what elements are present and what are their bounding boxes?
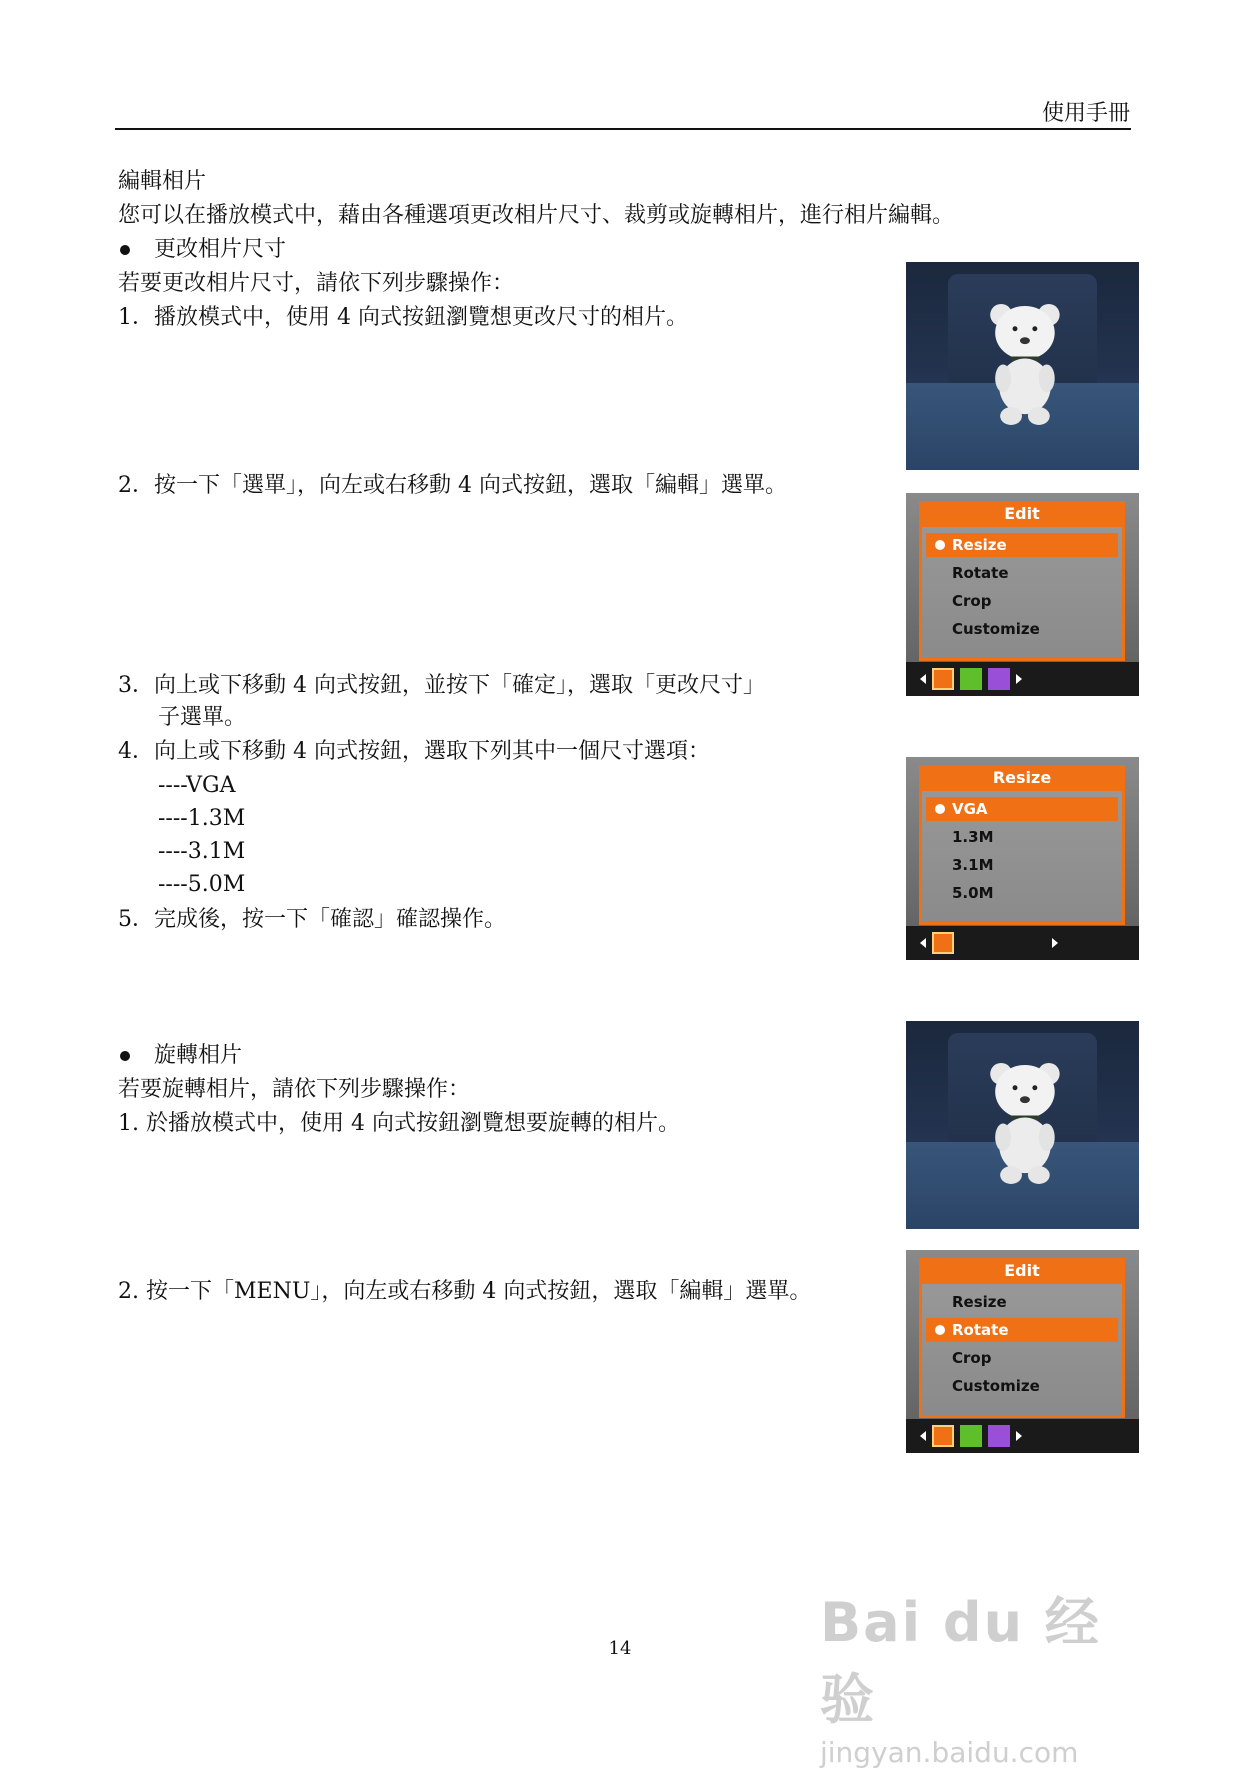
resize-step-2: 2．按一下「選單」，向左或右移動 4 向式按鈕，選取「編輯」選單。 [118, 473, 787, 498]
resize-option-1-3m: ----1.3M [158, 806, 246, 831]
edit-tab-icon[interactable] [932, 1425, 954, 1447]
print-tab-icon[interactable] [960, 668, 982, 690]
resize-option-5-0m: ----5.0M [158, 872, 246, 897]
bullet-dot [120, 245, 130, 255]
menu-title: Resize [919, 765, 1125, 791]
teddy-bear-image [983, 1058, 1067, 1187]
teddy-bear-photo [906, 262, 1139, 470]
edit-menu-screen-resize [906, 493, 1139, 696]
bullet-rotate-label: 旋轉相片 [154, 1043, 243, 1068]
section-intro: 您可以在播放模式中，藉由各種選項更改相片尺寸、裁剪或旋轉相片，進行相片編輯。 [118, 203, 955, 228]
resize-lead: 若要更改相片尺寸，請依下列步驟操作： [118, 271, 515, 296]
menu-item-customize[interactable]: Customize [952, 1377, 1040, 1395]
menu-item-crop[interactable]: Crop [952, 1349, 992, 1367]
resize-option-vga: ----VGA [158, 773, 236, 798]
resize-menu-screen [906, 757, 1139, 960]
menu-item-1-3m[interactable]: 1.3M [952, 828, 994, 846]
watermark-main: Bai du 经验 [820, 1591, 1101, 1731]
menu-item-crop[interactable]: Crop [952, 592, 992, 610]
bullet-resize-label: 更改相片尺寸 [154, 237, 287, 262]
bullet-rotate [120, 1040, 242, 1072]
menu-item-resize[interactable]: Resize [926, 533, 1118, 557]
section-title: 編輯相片 [118, 169, 207, 194]
header-rule [115, 128, 1131, 130]
resize-option-3-1m: ----3.1M [158, 839, 246, 864]
rotate-lead: 若要旋轉相片，請依下列步驟操作： [118, 1077, 471, 1102]
menu-item-3-1m[interactable]: 3.1M [952, 856, 994, 874]
resize-step-5: 5．完成後，按一下「確認」確認操作。 [118, 907, 506, 932]
menu-item-customize[interactable]: Customize [952, 620, 1040, 638]
resize-step-1: 1．播放模式中，使用 4 向式按鈕瀏覽想更改尺寸的相片。 [118, 305, 688, 330]
rotate-step-1: 1. 於播放模式中，使用 4 向式按鈕瀏覽想要旋轉的相片。 [118, 1111, 680, 1136]
right-arrow-icon[interactable] [1016, 1431, 1022, 1441]
resize-step-4: 4．向上或下移動 4 向式按鈕，選取下列其中一個尺寸選項： [118, 739, 710, 764]
resize-step-3: 3．向上或下移動 4 向式按鈕，並按下「確定」，選取「更改尺寸」 [118, 673, 765, 698]
bullet-resize [120, 234, 286, 266]
left-arrow-icon[interactable] [920, 938, 926, 948]
menu-title: Edit [919, 1258, 1125, 1284]
baidu-watermark [820, 1580, 1120, 1769]
network-tab-icon[interactable] [988, 668, 1010, 690]
resize-step-3-cont: 子選單。 [158, 705, 247, 730]
edit-tab-icon[interactable] [932, 668, 954, 690]
rotate-step-2: 2. 按一下「MENU」，向左或右移動 4 向式按鈕，選取「編輯」選單。 [118, 1279, 812, 1304]
edit-tab-icon[interactable] [932, 932, 954, 954]
right-arrow-icon[interactable] [1016, 674, 1022, 684]
network-tab-icon[interactable] [988, 1425, 1010, 1447]
bullet-dot [120, 1051, 130, 1061]
menu-title: Edit [919, 501, 1125, 527]
teddy-bear-image [983, 299, 1067, 428]
left-arrow-icon[interactable] [920, 1431, 926, 1441]
menu-item-rotate[interactable]: Rotate [926, 1318, 1118, 1342]
print-tab-icon[interactable] [960, 1425, 982, 1447]
edit-menu-screen-rotate [906, 1250, 1139, 1453]
menu-item-vga[interactable]: VGA [926, 797, 1118, 821]
left-arrow-icon[interactable] [920, 674, 926, 684]
menu-item-resize[interactable]: Resize [952, 1293, 1007, 1311]
watermark-sub: jingyan.baidu.com [820, 1736, 1079, 1769]
right-arrow-icon[interactable] [1052, 938, 1058, 948]
teddy-bear-photo-2 [906, 1021, 1139, 1229]
menu-item-5-0m[interactable]: 5.0M [952, 884, 994, 902]
menu-item-rotate[interactable]: Rotate [952, 564, 1009, 582]
page-number: 14 [608, 1638, 632, 1659]
header-title: 使用手冊 [1041, 101, 1130, 126]
